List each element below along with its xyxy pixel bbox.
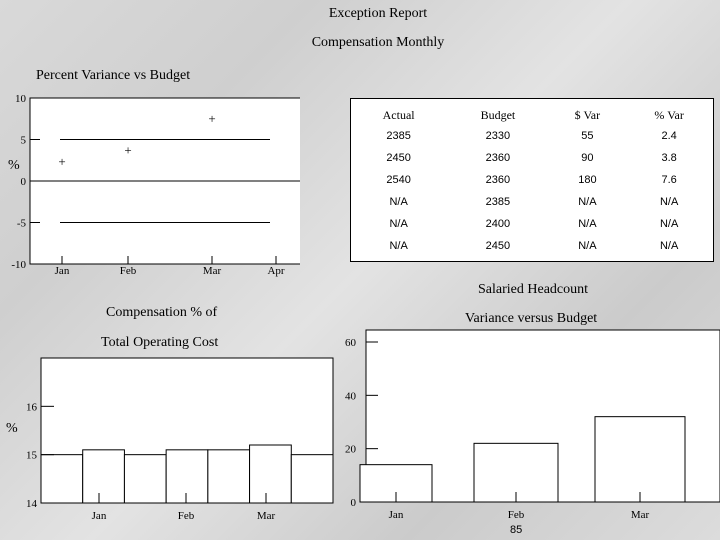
x-tick-label: Apr: [267, 265, 285, 277]
x-tick-label: Jan: [91, 510, 107, 522]
y-tick-label: 10: [15, 94, 26, 105]
compensation-title-line1: Compensation % of: [106, 305, 218, 320]
bar: [83, 450, 125, 503]
col-header-percent-var: % Var: [654, 107, 684, 122]
table-cell: 2400: [485, 218, 511, 230]
table-cell: N/A: [578, 240, 597, 252]
table-cell: 2385: [485, 196, 511, 208]
data-point: +: [208, 110, 216, 126]
y-tick-label: 40: [345, 390, 356, 403]
variance-table-panel: [350, 98, 714, 262]
variance-chart-title: Percent Variance vs Budget: [36, 68, 191, 83]
bar: [208, 450, 250, 503]
table-cell: 2450: [386, 152, 411, 164]
x-tick-label: Feb: [507, 509, 525, 521]
page-number: 85: [510, 524, 523, 536]
x-tick-label: Mar: [630, 509, 650, 521]
y-tick-label: 0: [20, 176, 26, 188]
headcount-title-line1: Salaried Headcount: [478, 282, 589, 297]
x-tick-label: Jan: [388, 509, 404, 521]
bar: [124, 455, 166, 503]
headcount-title-line2: Variance versus Budget: [465, 311, 598, 326]
report-title: Exception Report: [328, 6, 428, 21]
table-cell: 180: [578, 174, 597, 186]
bar: [291, 455, 333, 503]
bar: [250, 445, 292, 503]
col-header-budget: Budget: [480, 107, 516, 122]
variance-y-label: %: [8, 158, 20, 173]
y-tick-label: -10: [11, 259, 26, 271]
data-point: +: [58, 154, 66, 170]
x-tick-label: Jan: [54, 265, 70, 277]
table-row: [351, 213, 713, 235]
col-header-dollar-var: $ Var: [574, 107, 601, 122]
x-tick-label: Feb: [119, 265, 137, 277]
table-cell: 2.4: [661, 130, 677, 142]
table-cell: N/A: [578, 196, 597, 208]
bar: [41, 455, 83, 503]
compensation-y-label: %: [6, 421, 18, 436]
table-row: [351, 169, 713, 191]
y-tick-label: 0: [350, 497, 356, 509]
x-tick-label: Feb: [177, 510, 195, 522]
table-cell: 2360: [485, 174, 511, 186]
table-cell: 2540: [386, 174, 411, 186]
y-tick-label: 14: [26, 498, 37, 510]
table-cell: 3.8: [661, 152, 677, 164]
compensation-title-line2: Total Operating Cost: [101, 335, 219, 350]
report-subtitle: Compensation Monthly: [311, 35, 445, 50]
col-header-actual: Actual: [382, 107, 415, 122]
table-cell: 55: [581, 130, 594, 142]
table-cell: N/A: [659, 196, 679, 208]
table-cell: 7.6: [661, 174, 677, 186]
variance-chart: [0, 94, 300, 279]
table-cell: N/A: [389, 218, 408, 230]
bar: [166, 450, 208, 503]
x-tick-label: Mar: [256, 510, 276, 522]
table-row: [351, 125, 713, 147]
variance-table-header: [351, 105, 713, 125]
y-tick-label: 16: [26, 401, 37, 414]
table-cell: N/A: [389, 240, 408, 252]
bar: [595, 417, 685, 502]
table-row: [351, 147, 713, 169]
y-tick-label: 60: [345, 337, 356, 349]
table-cell: 2330: [485, 130, 511, 142]
table-cell: 2385: [386, 130, 411, 142]
data-point: +: [124, 142, 132, 158]
table-row: [351, 235, 713, 257]
y-tick-label: -5: [16, 217, 26, 230]
headcount-chart: [330, 326, 720, 540]
y-tick-label: 5: [20, 134, 26, 147]
table-cell: 2360: [485, 152, 511, 164]
table-cell: N/A: [389, 196, 408, 208]
x-tick-label: Mar: [202, 265, 222, 277]
table-row: [351, 191, 713, 213]
table-cell: 2450: [485, 240, 511, 252]
table-cell: 90: [581, 152, 594, 164]
table-cell: N/A: [659, 218, 679, 230]
table-cell: N/A: [659, 240, 679, 252]
variance-table: [351, 105, 713, 257]
y-tick-label: 20: [345, 443, 356, 456]
y-tick-label: 15: [26, 449, 37, 462]
compensation-chart: [0, 352, 335, 540]
table-cell: N/A: [578, 218, 597, 230]
